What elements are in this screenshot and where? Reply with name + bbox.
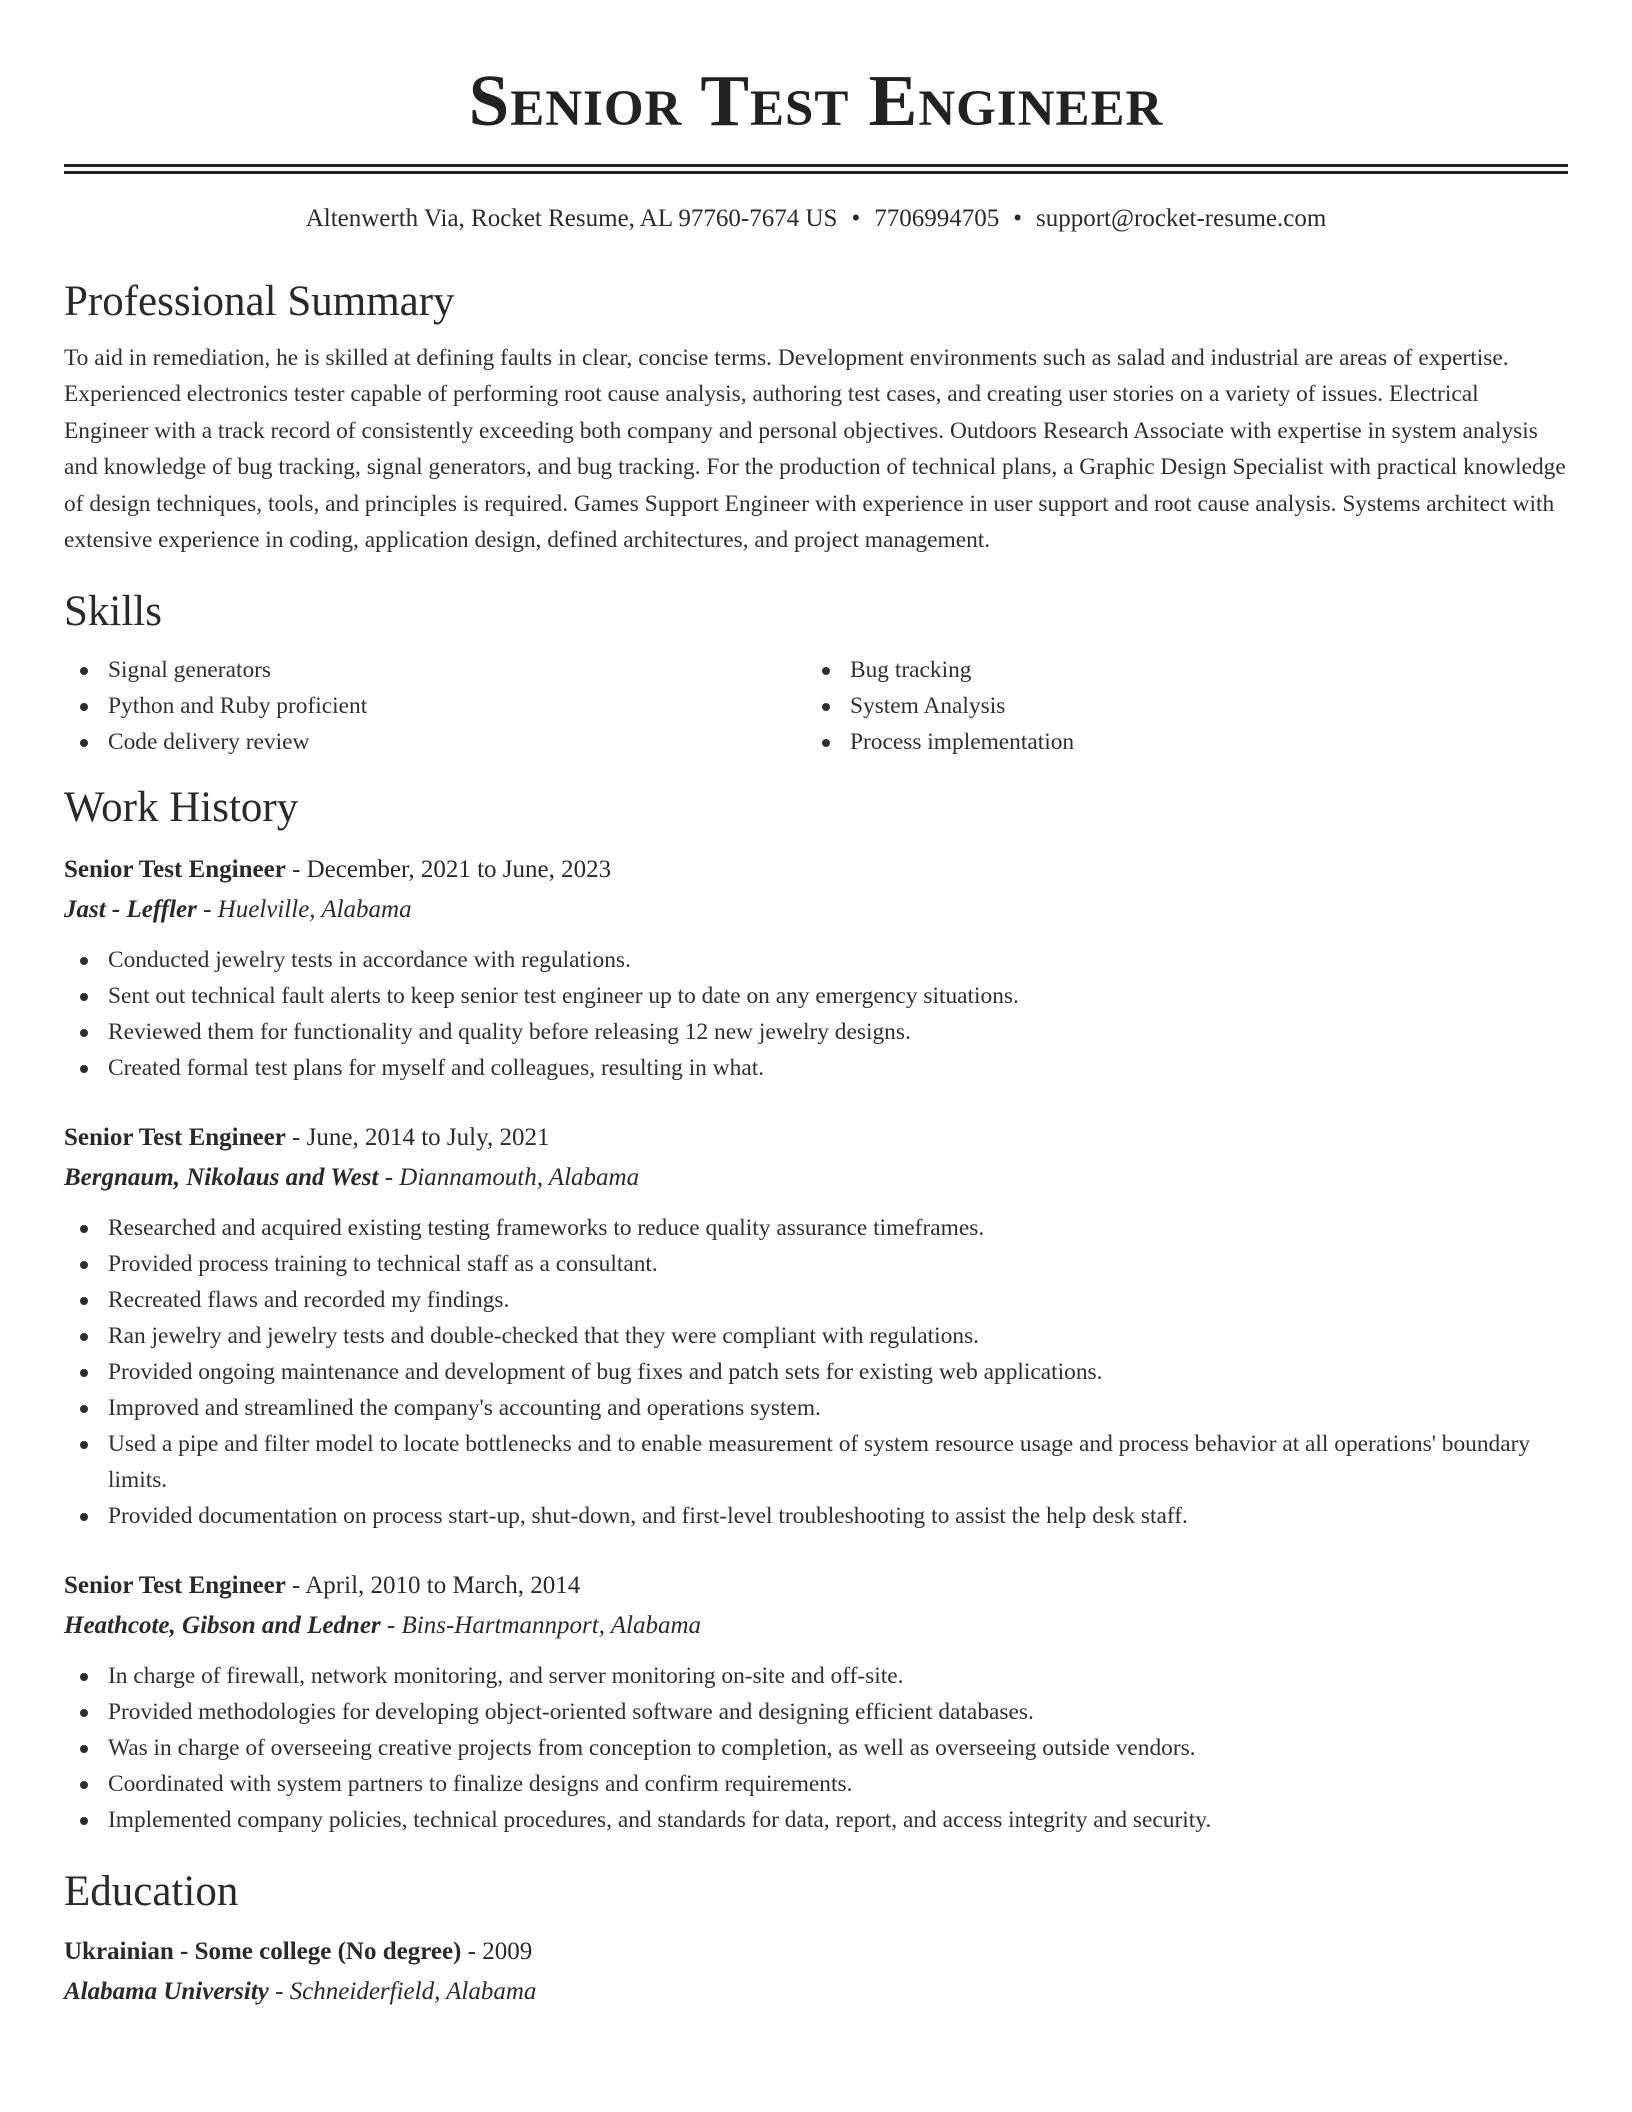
contact-phone: 7706994705 bbox=[874, 205, 1000, 232]
summary-heading: Professional Summary bbox=[64, 278, 455, 325]
skills-column-left bbox=[64, 652, 806, 760]
skills-list bbox=[64, 652, 1568, 760]
job-bullet: Recreated flaws and recorded my findings. bbox=[64, 1282, 1568, 1318]
skill-item: System Analysis bbox=[806, 688, 1548, 724]
job-bullet: Conducted jewelry tests in accordance with regulations. bbox=[64, 942, 1568, 978]
job-bullet: Used a pipe and filter model to locate bottlenecks and to enable measurement of system resource usage and process behavior at all operations' boundary limits. bbox=[64, 1426, 1568, 1498]
education-location: - Schneiderfield, Alabama bbox=[268, 1978, 537, 2006]
education-degree: Ukrainian - Some college (No degree) bbox=[64, 1938, 462, 1966]
job-location: - Bins-Hartmannport, Alabama bbox=[380, 1612, 702, 1640]
job-bullet: Provided process training to technical staff as a consultant. bbox=[64, 1246, 1568, 1282]
job-bullet: Coordinated with system partners to finalize designs and confirm requirements. bbox=[64, 1766, 1568, 1802]
job-bullet: Researched and acquired existing testing frameworks to reduce quality assurance timeframes. bbox=[64, 1210, 1568, 1246]
job-company-line bbox=[64, 890, 1568, 930]
education-school-line bbox=[64, 1972, 1568, 2012]
job-bullet: Improved and streamlined the company's accounting and operations system. bbox=[64, 1390, 1568, 1426]
job-bullet: Sent out technical fault alerts to keep senior test engineer up to date on any emergency situations. bbox=[64, 978, 1568, 1014]
job-bullets bbox=[64, 1210, 1568, 1534]
header-double-rule bbox=[64, 164, 1568, 174]
contact-separator: • bbox=[1013, 205, 1022, 232]
skill-item: Python and Ruby proficient bbox=[64, 688, 806, 724]
job-bullet: Implemented company policies, technical procedures, and standards for data, report, and access integrity and security. bbox=[64, 1802, 1568, 1838]
job-company: Bergnaum, Nikolaus and West bbox=[64, 1164, 379, 1192]
job-company: Heathcote, Gibson and Ledner bbox=[64, 1612, 381, 1640]
job-entry bbox=[64, 1118, 1568, 1534]
skill-item: Signal generators bbox=[64, 652, 806, 688]
contact-line bbox=[64, 202, 1568, 236]
skills-heading: Skills bbox=[64, 588, 162, 636]
job-title-line bbox=[64, 1118, 1568, 1158]
job-company-line bbox=[64, 1606, 1568, 1646]
job-bullets bbox=[64, 1658, 1568, 1838]
education-year: - 2009 bbox=[461, 1938, 533, 1966]
contact-separator: • bbox=[851, 205, 861, 232]
job-bullet: Reviewed them for functionality and quality before releasing 12 new jewelry designs. bbox=[64, 1014, 1568, 1050]
contact-email: support@rocket-resume.com bbox=[1036, 205, 1327, 232]
education-entry bbox=[64, 1932, 1568, 2012]
contact-address: Altenwerth Via, Rocket Resume, AL 97760-7674 US bbox=[305, 205, 838, 232]
summary-text: To aid in remediation, he is skilled at defining faults in clear, concise terms. Development environments such as salad and industrial are areas of expertise. Experienced electronics tester capable of performing root cause analysis, authoring test cases, and creating user stories on a variety of issues. Electrical Engineer with a track record of consistently exceeding both company and personal objectives. Outdoors Research Associate with expertise in system analysis and knowledge of bug tracking, signal generators, and bug tracking. For the production of technical plans, a Graphic Design Specialist with practical knowledge of design techniques, tools, and principles is required. Games Support Engineer with experience in user support and root cause analysis. Systems architect with extensive experience in coding, application design, defined architectures, and project management. bbox=[64, 345, 1566, 554]
skill-item: Bug tracking bbox=[806, 652, 1548, 688]
job-role: Senior Test Engineer bbox=[64, 1124, 286, 1152]
skills-column-right bbox=[806, 652, 1548, 760]
skill-item: Process implementation bbox=[806, 724, 1548, 760]
job-entry bbox=[64, 850, 1568, 1086]
job-dates: - December, 2021 to June, 2023 bbox=[285, 856, 612, 884]
job-company-line bbox=[64, 1158, 1568, 1198]
skill-item: Code delivery review bbox=[64, 724, 806, 760]
job-dates: - April, 2010 to March, 2014 bbox=[285, 1572, 581, 1600]
job-bullet: In charge of firewall, network monitoring, and server monitoring on-site and off-site. bbox=[64, 1658, 1568, 1694]
job-title-line bbox=[64, 850, 1568, 890]
work-history-heading: Work History bbox=[64, 784, 299, 832]
job-location: - Diannamouth, Alabama bbox=[378, 1164, 640, 1192]
job-bullet: Created formal test plans for myself and colleagues, resulting in what. bbox=[64, 1050, 1568, 1086]
job-role: Senior Test Engineer bbox=[64, 856, 286, 884]
job-bullet: Provided methodologies for developing object-oriented software and designing efficient databases. bbox=[64, 1694, 1568, 1730]
job-title-line bbox=[64, 1566, 1568, 1606]
job-company: Jast - Leffler bbox=[64, 896, 197, 924]
education-heading: Education bbox=[64, 1868, 239, 1916]
job-bullet: Was in charge of overseeing creative projects from conception to completion, as well as overseeing outside vendors. bbox=[64, 1730, 1568, 1766]
job-bullets bbox=[64, 942, 1568, 1086]
job-dates: - June, 2014 to July, 2021 bbox=[285, 1124, 550, 1152]
job-location: - Huelville, Alabama bbox=[196, 896, 412, 924]
job-role: Senior Test Engineer bbox=[64, 1572, 286, 1600]
job-bullet: Provided documentation on process start-up, shut-down, and first-level troubleshooting to assist the help desk staff. bbox=[64, 1498, 1568, 1534]
education-school: Alabama University bbox=[64, 1978, 269, 2006]
education-degree-line bbox=[64, 1932, 1568, 1972]
job-bullet: Provided ongoing maintenance and development of bug fixes and patch sets for existing web applications. bbox=[64, 1354, 1568, 1390]
job-entry bbox=[64, 1566, 1568, 1838]
job-bullet: Ran jewelry and jewelry tests and double-checked that they were compliant with regulations. bbox=[64, 1318, 1568, 1354]
candidate-name: Senior Test Engineer bbox=[468, 60, 1164, 141]
